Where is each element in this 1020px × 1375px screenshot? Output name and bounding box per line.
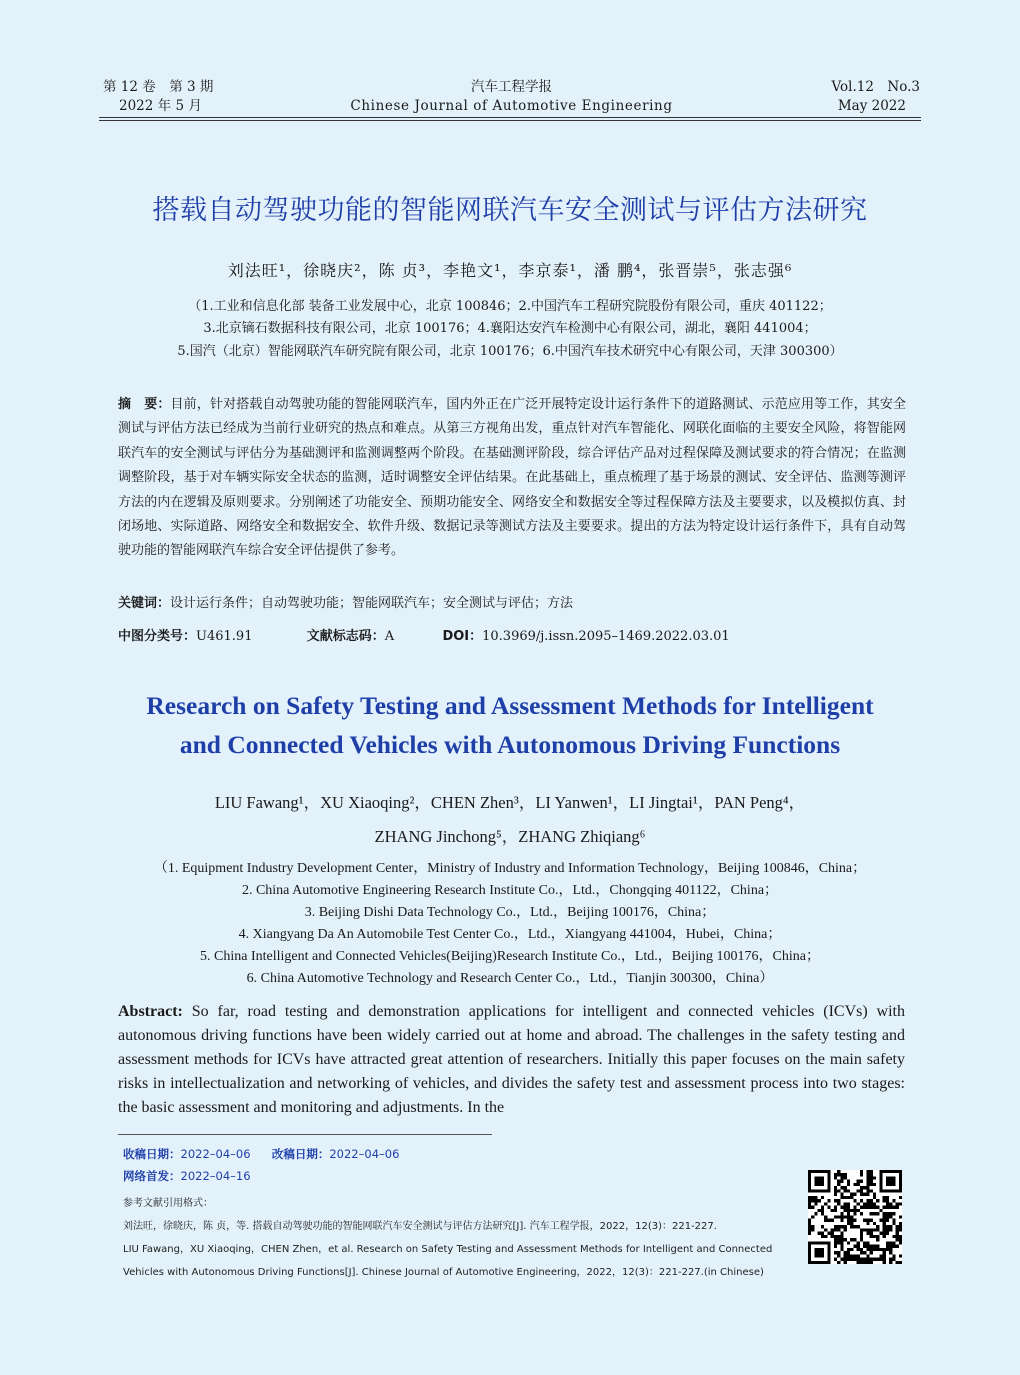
english-title: Research on Safety Testing and Assessment Methods for Intelligent and Connected Vehicles with Autonomous Driving Functions xyxy=(146,691,874,759)
affiliation-line: （1.工业和信息化部 装备工业发展中心，北京 100846；2.中国汽车工程研究院股份有限公司，重庆 401122； xyxy=(188,299,832,314)
keywords: 关键词：设计运行条件；自动驾驶功能；智能网联汽车；安全测试与评估；方法 xyxy=(118,596,574,611)
author-list: 刘法旺¹，徐晓庆²，陈 贞³，李艳文¹，李京泰¹，潘 鹏⁴，张晋崇⁵，张志强⁶ xyxy=(227,261,793,280)
doi-link[interactable]: 10.3969/j.issn.2095–1469.2022.03.01 xyxy=(482,629,730,644)
volume-info-en: Vol.12 No.3 May 2022 xyxy=(831,79,920,114)
english-affiliations: （1. Equipment Industry Development Center，Ministry of Industry and Information Technology，Beijing 100846，China； 2. China Automotive Engineering Research Institute Co.，Ltd.，Chongqing 401122，China； 3. Beijing Dishi Data Technology Co.，Ltd.，Beijing 100176，China； 4. Xiangyang Da An Automobile Test Center Co.，Ltd.，Xiangyang 441004，Hubei，China； 5. China Intelligent and Connected Vehicles(Beijing)Research Institute Co.，Ltd.，Beijing 100176，China； 6. China Automotive Technology and Research Center Co.，Ltd.，Tianjin 300300，China） xyxy=(153,861,867,986)
english-authors: LIU Fawang¹，XU Xiaoqing²，CHEN Zhen³，LI Yanwen¹，LI Jingtai¹，PAN Peng⁴， xyxy=(214,793,806,812)
qr-code-icon[interactable] xyxy=(808,1170,902,1264)
english-authors: ZHANG Jinchong⁵，ZHANG Zhiqiang⁶ xyxy=(374,827,646,846)
abstract-text: 目前，针对搭载自动驾驶功能的智能网联汽车，国内外正在广泛开展特定设计运行条件下的道路测试、示范应用等工作，其安全测试与评估方法已经成为当前行业研究的热点和难点。从第三方视角出发，重点针对汽车智能化、网联化面临的主要安全风险，将智能网联汽车的安全测试与评估分为基础测评和监测调整两个阶段。在基础测评阶段，综合评估产品对过程保障及测试要求的符合情况；在监测调整阶段，基于对车辆实际安全状态的监测，适时调整安全评估结果。在此基础上，重点梳理了基于场景的测试、安全评估、监测等测评方法的内在逻辑及原则要求。分别阐述了功能安全、预期功能安全、网络安全和数据安全等过程保障方法及主要要求，以及模拟仿真、封闭场地、实际道路、网络安全和数据安全、软件升级、数据记录等测试方法及主要要求。提出的方法为特定设计运行条件下，具有自动驾驶功能的智能网联汽车综合安全评估提供了参考。 xyxy=(118,397,906,559)
abstract-en xyxy=(118,1000,905,1120)
abstract-en-label: Abstract: xyxy=(118,1003,183,1020)
abstract-cn xyxy=(118,393,906,564)
citation-en: LIU Fawang，XU Xiaoqing，CHEN Zhen，et al. Research on Safety Testing and Assessment Methods for Intelligent and Connected xyxy=(123,1244,773,1255)
abstract-en-text: So far, road testing and demonstration applications for intelligent and connected vehicles (ICVs) with autonomous driving functions have been widely carried out at home and abroad. The challenges in the safety testing and assessment methods for ICVs have attracted great attention of researchers. Initially this paper focuses on the main safety risks in intellectualization and networking of vehicles, and divides the safety test and assessment process into two stages: the basic assessment and monitoring and adjustments. In the xyxy=(118,1003,906,1116)
clc-code: U461.91 xyxy=(196,629,253,644)
affiliation-line: 3.北京镝石数据科技有限公司，北京 100176；4.襄阳达安汽车检测中心有限公司，湖北，襄阳 441004； xyxy=(203,321,817,336)
citation-cn: 刘法旺，徐晓庆，陈 贞，等. 搭载自动驾驶功能的智能网联汽车安全测试与评估方法研究[J]. 汽车工程学报，2022，12(3)：221-227. xyxy=(123,1221,717,1232)
received-dates: 收稿日期：2022–04–06 改稿日期：2022–04–06 xyxy=(123,1147,400,1161)
citation-en: Vehicles with Autonomous Driving Functions[J]. Chinese Journal of Automotive Engineering，2022，12(3)：221-227.(in Chinese) xyxy=(123,1267,764,1278)
journal-name: 汽车工程学报 Chinese Journal of Automotive Engineering xyxy=(350,79,673,114)
journal-header xyxy=(103,78,920,118)
volume-info: 第 12 卷 第 3 期 2022 年 5 月 xyxy=(103,79,214,114)
online-date: 网络首发：2022–04–16 xyxy=(123,1169,251,1183)
doc-code: A xyxy=(384,629,395,644)
citation-block xyxy=(123,1192,783,1284)
page-title: 搭载自动驾驶功能的智能网联汽车安全测试与评估方法研究 xyxy=(152,195,868,226)
classification-row: 中图分类号：U461.91 文献标志码：A DOI：10.3969/j.issn.2095–1469.2022.03.01 xyxy=(118,629,730,644)
citation-label: 参考文献引用格式： xyxy=(123,1198,213,1209)
header-rule xyxy=(99,120,921,121)
header-rule xyxy=(99,117,921,118)
footnote-rule xyxy=(118,1134,492,1135)
affiliation-line: 5.国汽（北京）智能网联汽车研究院有限公司，北京 100176；6.中国汽车技术研究中心有限公司，天津 300300） xyxy=(177,344,843,359)
abstract-label: 摘 要： xyxy=(118,397,171,412)
